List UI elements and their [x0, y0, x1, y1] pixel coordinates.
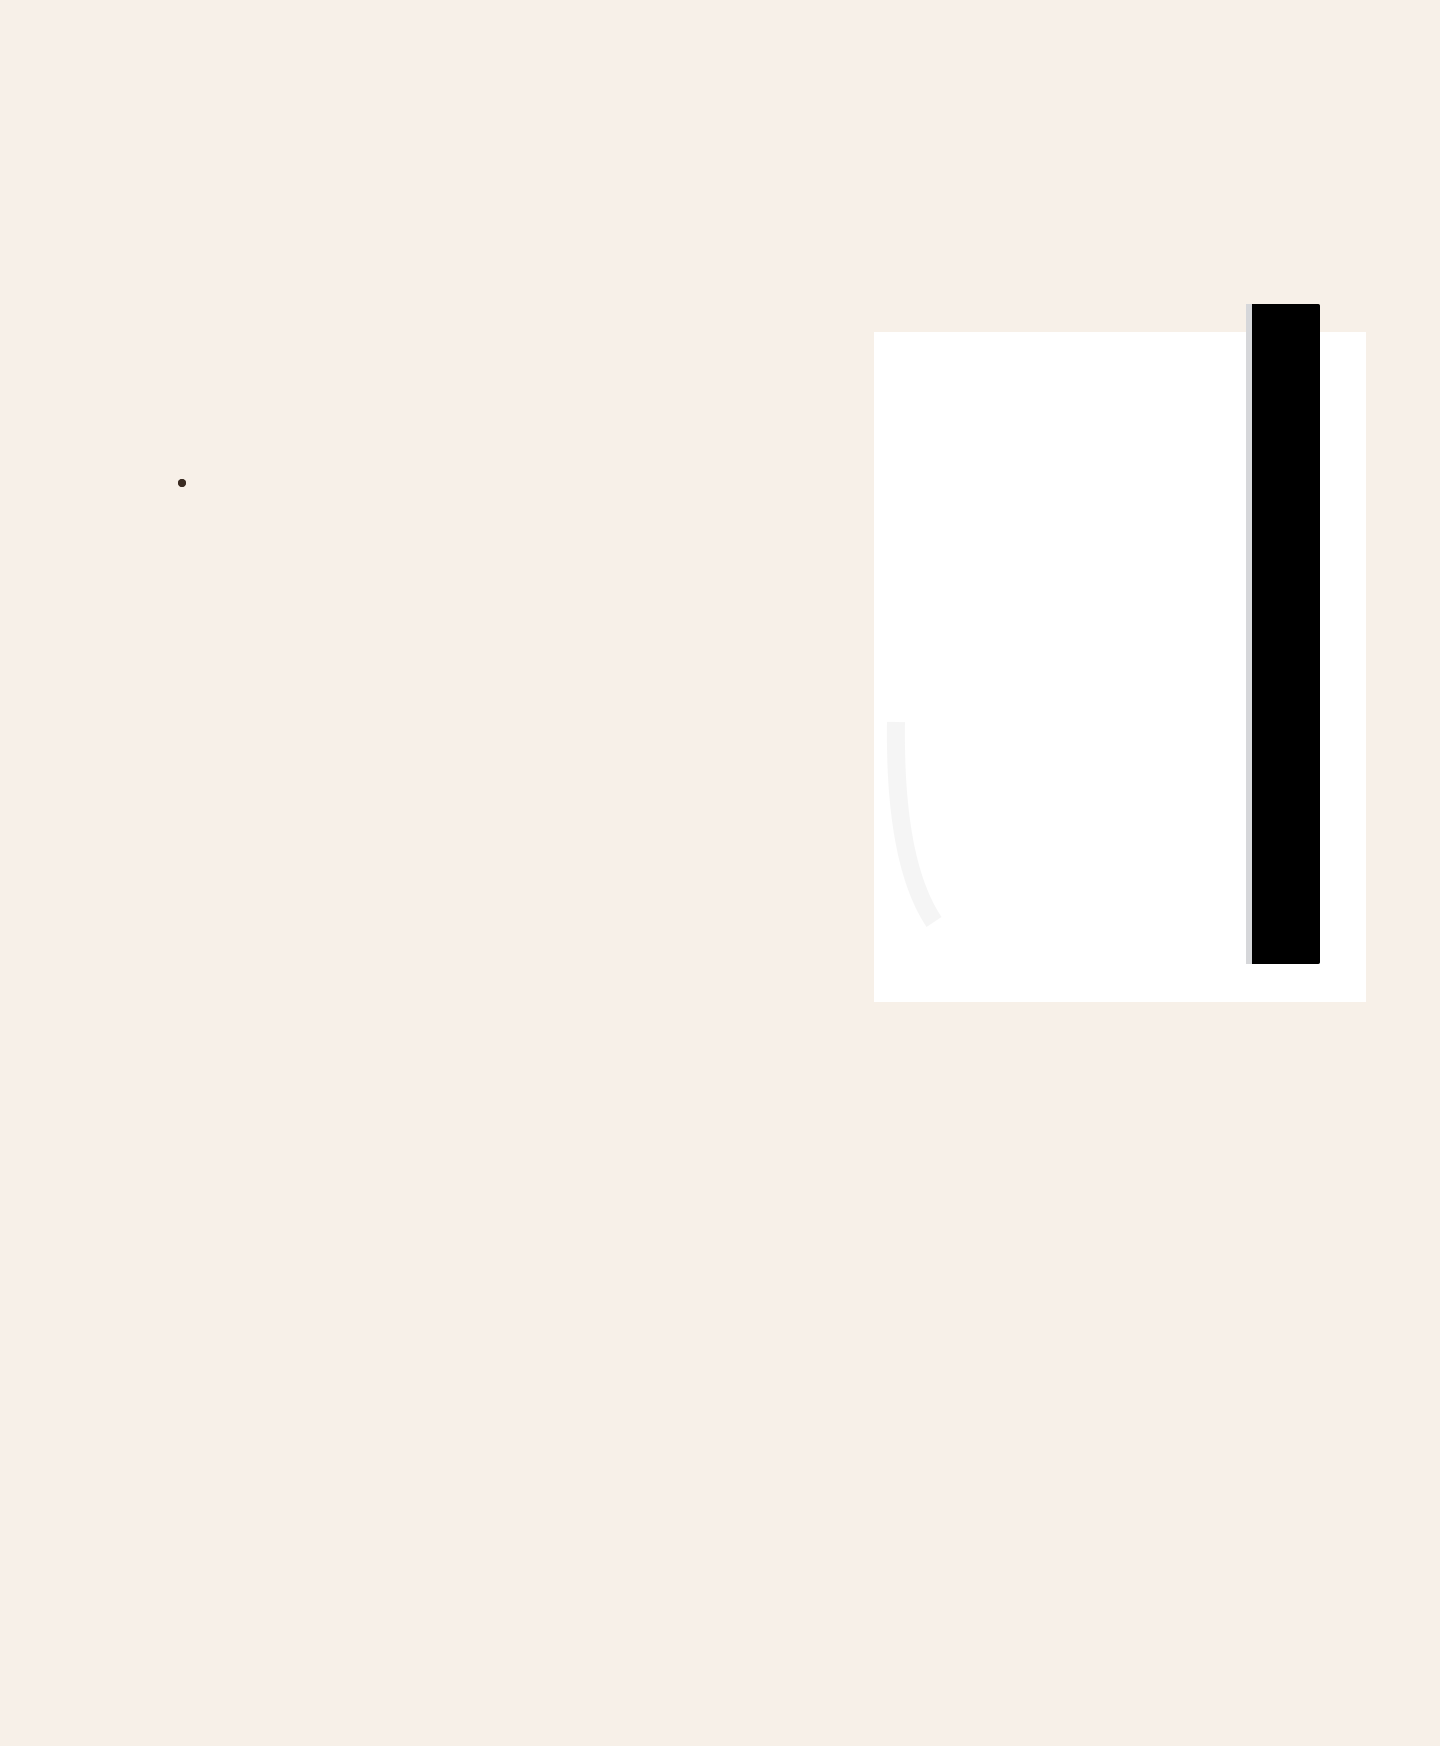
ruler	[1246, 304, 1320, 964]
foot-measurement-diagram	[874, 302, 1368, 1002]
ruler-body	[1246, 304, 1320, 964]
ruler-edge	[1246, 304, 1252, 964]
